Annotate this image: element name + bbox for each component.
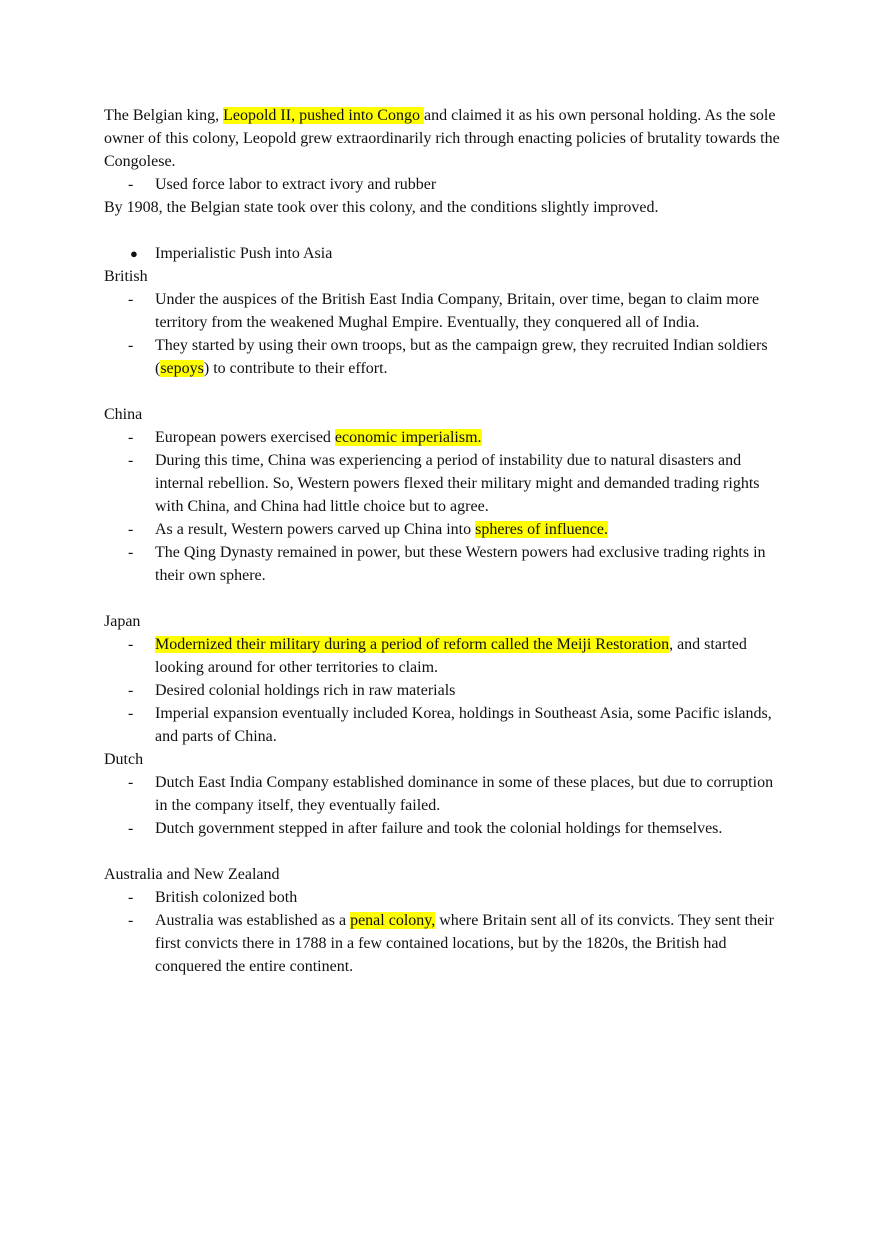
dutch-list xyxy=(104,771,784,840)
list-item-text: They started by using their own troops, but as the campaign grew, they recruited Indian soldiers ( xyxy=(155,337,768,377)
list-item xyxy=(104,426,784,449)
list-item xyxy=(104,449,784,518)
list-item xyxy=(104,541,784,587)
subheading-british: British xyxy=(104,268,148,285)
spacer xyxy=(104,840,784,863)
list-item xyxy=(104,817,784,840)
dash-marker: - xyxy=(128,176,134,193)
dash-marker: - xyxy=(128,452,134,469)
japan-list xyxy=(104,633,784,748)
dash-marker: - xyxy=(128,912,134,929)
list-item xyxy=(104,702,784,748)
list-item xyxy=(104,679,784,702)
dash-marker: - xyxy=(128,889,134,906)
list-item-text: European powers exercised xyxy=(155,429,335,446)
dash-marker: - xyxy=(128,337,134,354)
list-item-text: Desired colonial holdings rich in raw materials xyxy=(155,682,456,699)
dash-marker: - xyxy=(128,682,134,699)
list-item-text: During this time, China was experiencing a period of instability due to natural disasters and internal rebellion. So, Western powers flexed their military might and demanded trading rights with China, and China had little choice but to agree. xyxy=(155,452,760,515)
dash-marker: - xyxy=(128,636,134,653)
intro-list xyxy=(104,173,784,196)
list-item xyxy=(104,909,784,978)
section-heading-asia xyxy=(104,242,784,265)
list-item xyxy=(104,288,784,334)
dash-marker: - xyxy=(128,291,134,308)
spacer xyxy=(104,219,784,242)
dash-marker: - xyxy=(128,521,134,538)
list-item-text: ) to contribute to their effort. xyxy=(203,360,388,377)
dash-marker: - xyxy=(128,705,134,722)
intro-closing: By 1908, the Belgian state took over this colony, and the conditions slightly improved. xyxy=(104,199,659,216)
highlight-economic-imperialism: economic imperialism. xyxy=(334,429,482,446)
intro-text-after: and claimed it as his own personal holding. As the sole owner of this colony, Leopold grew extraordinarily rich through enacting policies of brutality towards the Congolese. xyxy=(104,107,780,170)
spacer xyxy=(104,587,784,610)
section-title: Imperialistic Push into Asia xyxy=(155,245,333,262)
list-item-text: As a result, Western powers carved up China into xyxy=(155,521,476,538)
list-item-text: Australia was established as a xyxy=(155,912,351,929)
list-item-text: Imperial expansion eventually included Korea, holdings in Southeast Asia, some Pacific islands, and parts of China. xyxy=(155,705,772,745)
china-list xyxy=(104,426,784,587)
intro-paragraph xyxy=(104,104,784,173)
list-item-text: The Qing Dynasty remained in power, but these Western powers had exclusive trading rights in their own sphere. xyxy=(155,544,766,584)
highlight-meiji-restoration: Modernized their military during a period of reform called the Meiji Restoration xyxy=(155,636,670,653)
intro-highlight: Leopold II, pushed into Congo xyxy=(223,107,424,124)
dash-marker: - xyxy=(128,774,134,791)
intro-text-before: The Belgian king, xyxy=(104,107,224,124)
highlight-spheres-of-influence: spheres of influence. xyxy=(475,521,608,538)
highlight-sepoys: sepoys xyxy=(160,360,204,377)
list-item-text: British colonized both xyxy=(155,889,298,906)
list-item-text: Used force labor to extract ivory and rubber xyxy=(155,176,437,193)
list-item xyxy=(104,886,784,909)
list-item xyxy=(104,173,784,196)
spacer xyxy=(104,380,784,403)
highlight-penal-colony: penal colony, xyxy=(350,912,436,929)
document-body xyxy=(104,104,784,978)
list-item xyxy=(104,334,784,380)
list-item-text: Dutch government stepped in after failure and took the colonial holdings for themselves. xyxy=(155,820,723,837)
list-item-text: Dutch East India Company established dominance in some of these places, but due to corruption in the company itself, they eventually failed. xyxy=(155,774,774,814)
list-item-text: where Britain sent all of its convicts. They sent their first convicts there in 1788 in a few contained locations, but by the 1820s, the British had conquered the entire continent. xyxy=(155,912,774,975)
bullet-icon: ● xyxy=(130,246,138,261)
dash-marker: - xyxy=(128,429,134,446)
british-list xyxy=(104,288,784,380)
subheading-dutch: Dutch xyxy=(104,751,144,768)
list-item-text: Under the auspices of the British East India Company, Britain, over time, began to claim more territory from the weakened Mughal Empire. Eventually, they conquered all of India. xyxy=(155,291,760,331)
australia-list xyxy=(104,886,784,978)
subheading-china: China xyxy=(104,406,143,423)
subheading-japan: Japan xyxy=(104,613,141,630)
dash-marker: - xyxy=(128,544,134,561)
list-item xyxy=(104,633,784,679)
subheading-australia: Australia and New Zealand xyxy=(104,866,280,883)
list-item xyxy=(104,518,784,541)
list-item-text: , and started looking around for other territories to claim. xyxy=(155,636,747,676)
list-item xyxy=(104,771,784,817)
dash-marker: - xyxy=(128,820,134,837)
